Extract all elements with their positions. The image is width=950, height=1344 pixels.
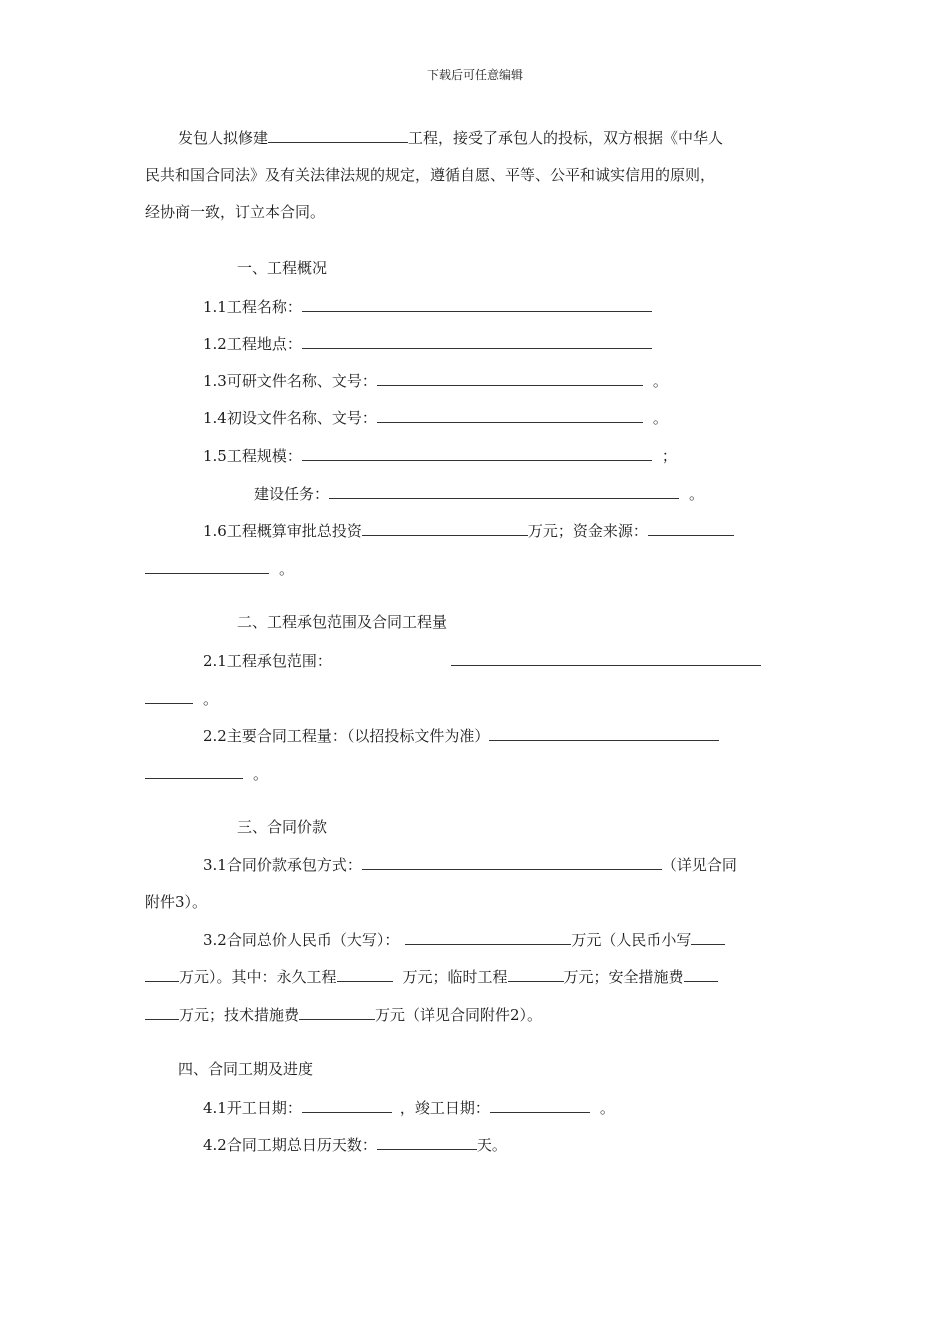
item-end: 。 [689, 485, 705, 503]
total-price-uppercase-field[interactable] [405, 929, 571, 945]
intro-line-2: 民共和国合同法》及有关法律法规的规定，遵循自愿、平等、公平和诚实信用的原则， [145, 166, 716, 184]
item-3-1 [203, 854, 737, 875]
item-label: 3.2合同总价人民币（大写）： [203, 931, 400, 949]
item-text: ，竣工日期： [399, 1099, 490, 1117]
construction-task-field[interactable] [329, 483, 679, 499]
item-2-1-cont [145, 688, 218, 709]
project-name-field[interactable] [302, 296, 652, 312]
intro-line-3: 经协商一致，订立本合同。 [145, 203, 326, 221]
contract-quantity-field[interactable] [489, 725, 719, 741]
funding-source-field-cont[interactable] [145, 558, 269, 574]
intro-text: 工程，接受了承包人的投标，双方根据《中华人 [408, 129, 724, 147]
item-label: 2.1工程承包范围： [203, 652, 332, 670]
project-location-field[interactable] [302, 333, 652, 349]
safety-measures-field-cont[interactable] [145, 1004, 179, 1020]
item-label: 4.1开工日期： [203, 1099, 302, 1117]
total-price-lowercase-field[interactable] [691, 929, 725, 945]
item-end: 。 [652, 372, 668, 390]
item-label: 1.4初设文件名称、文号： [203, 409, 377, 427]
item-text: 万元（人民币小写 [571, 931, 692, 949]
item-3-2-line-2 [145, 966, 718, 987]
contract-scope-field[interactable] [451, 650, 761, 666]
total-investment-field[interactable] [362, 520, 528, 536]
item-label: 3.1合同价款承包方式： [203, 856, 362, 874]
item-3-2 [203, 929, 725, 950]
item-text: 万元（详见合同附件2）。 [375, 1006, 543, 1024]
item-label: 1.5工程规模： [203, 447, 302, 465]
technical-measures-field[interactable] [299, 1004, 375, 1020]
project-scale-field[interactable] [302, 445, 652, 461]
item-text: 万元）。其中：永久工程 [179, 968, 337, 986]
item-4-2 [203, 1134, 507, 1155]
item-1-5 [203, 445, 677, 466]
item-4-1 [203, 1097, 615, 1118]
item-label: 1.6工程概算审批总投资 [203, 522, 362, 540]
item-1-6-cont [145, 558, 294, 579]
project-name-blank[interactable] [268, 127, 408, 143]
item-end: 。 [203, 690, 219, 708]
item-end: ； [661, 447, 677, 465]
total-days-field[interactable] [377, 1134, 477, 1150]
section-title-4: 四、合同工期及进度 [178, 1060, 314, 1078]
intro-text: 发包人拟修建 [178, 129, 269, 147]
item-end: 。 [652, 409, 668, 427]
item-2-2 [203, 725, 719, 746]
item-label: 4.2合同工期总日历天数： [203, 1136, 377, 1154]
contract-quantity-field-cont[interactable] [145, 763, 243, 779]
item-3-1-cont: 附件3）。 [145, 893, 208, 911]
item-label: 1.3可研文件名称、文号： [203, 372, 377, 390]
item-2-1 [203, 650, 761, 671]
item-end: 。 [599, 1099, 615, 1117]
item-text: 万元；资金来源： [527, 522, 648, 540]
item-3-2-line-3 [145, 1004, 542, 1025]
temporary-works-field[interactable] [508, 966, 564, 982]
funding-source-field[interactable] [648, 520, 734, 536]
item-text: （详见合同 [661, 856, 737, 874]
item-1-4 [203, 407, 668, 428]
intro-line-1 [178, 127, 723, 148]
construction-task [254, 483, 704, 504]
item-label: 1.1工程名称： [203, 298, 302, 316]
page-header: 下载后可任意编辑 [426, 68, 523, 82]
contract-scope-field-cont[interactable] [145, 688, 193, 704]
section-title-3: 三、合同价款 [237, 818, 328, 836]
item-text: 天。 [476, 1136, 507, 1154]
item-label: 1.2工程地点： [203, 335, 302, 353]
item-end: 。 [253, 765, 269, 783]
item-end: 。 [279, 560, 295, 578]
pricing-method-field[interactable] [362, 854, 662, 870]
item-1-1 [203, 296, 652, 317]
item-text: 万元；技术措施费 [179, 1006, 300, 1024]
item-label: 建设任务： [254, 485, 330, 503]
completion-date-field[interactable] [490, 1097, 590, 1113]
item-1-6 [203, 520, 734, 541]
item-1-3 [203, 370, 668, 391]
item-label: 2.2主要合同工程量：（以招投标文件为准） [203, 727, 490, 745]
total-price-lowercase-field-cont[interactable] [145, 966, 179, 982]
start-date-field[interactable] [302, 1097, 392, 1113]
section-title-2: 二、工程承包范围及合同工程量 [237, 613, 448, 631]
item-text: 万元；安全措施费 [563, 968, 684, 986]
permanent-works-field[interactable] [337, 966, 393, 982]
preliminary-design-doc-field[interactable] [377, 407, 643, 423]
item-1-2 [203, 333, 652, 354]
feasibility-doc-field[interactable] [377, 370, 643, 386]
item-2-2-cont [145, 763, 268, 784]
section-title-1: 一、工程概况 [237, 259, 328, 277]
safety-measures-field[interactable] [684, 966, 718, 982]
item-text: 万元；临时工程 [402, 968, 508, 986]
